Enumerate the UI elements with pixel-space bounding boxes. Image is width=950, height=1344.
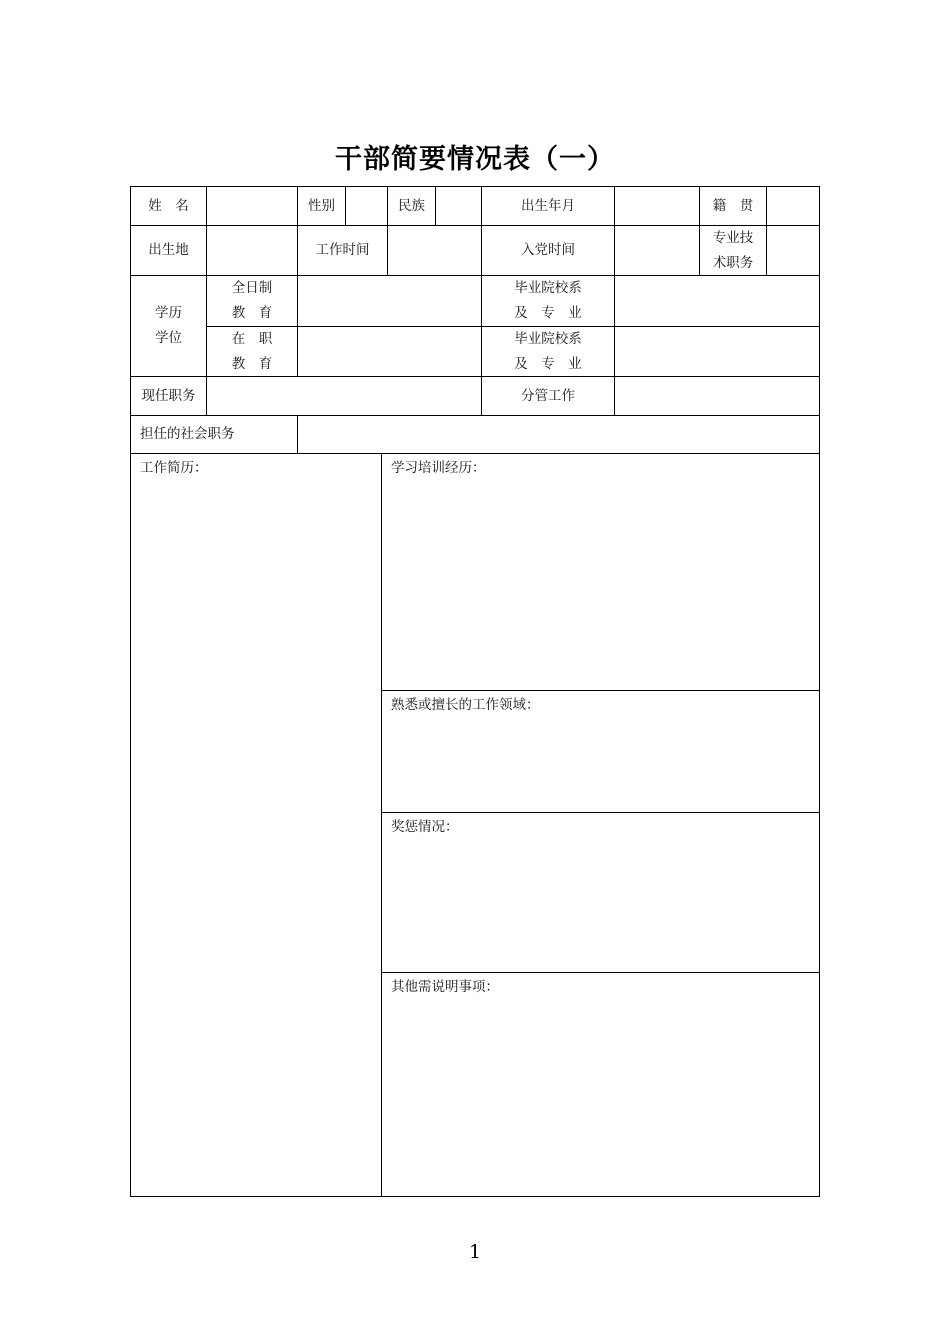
- rewards-section[interactable]: [381, 812, 820, 973]
- work-history-label: 工作简历：: [140, 460, 208, 476]
- work-start-field[interactable]: [387, 225, 482, 276]
- page-number: 1: [468, 1241, 482, 1263]
- cadre-info-form: [130, 186, 820, 1197]
- current-position-field[interactable]: [206, 376, 482, 416]
- other-notes-section[interactable]: [381, 972, 820, 1197]
- inservice-school-major-label: [481, 326, 615, 377]
- fulltime-education-label: [206, 275, 298, 327]
- inservice-school-major-field[interactable]: [614, 326, 820, 377]
- gender-field[interactable]: [345, 186, 388, 226]
- fulltime-school-major-line1: 毕业院校系: [514, 280, 582, 296]
- inservice-label-line2: 教 育: [231, 355, 273, 372]
- inservice-education-label: [206, 326, 298, 377]
- social-positions-field[interactable]: [297, 415, 820, 454]
- fulltime-education-field[interactable]: [297, 275, 482, 327]
- fulltime-label-line2: 教 育: [231, 305, 273, 321]
- native-place-field[interactable]: [766, 186, 820, 226]
- education-label-line2: 学位: [155, 330, 182, 346]
- education-label-line1: 学历: [155, 305, 182, 321]
- inservice-school-major-line1: 毕业院校系: [514, 330, 582, 347]
- professional-title-label-line1: 专业技: [712, 229, 754, 246]
- training-label: 学习培训经历：: [391, 460, 486, 476]
- birth-date-label: 出生年月: [481, 186, 615, 226]
- ethnicity-label: 民族: [387, 186, 436, 226]
- name-field[interactable]: [206, 186, 298, 226]
- inservice-label-line1: 在 职: [231, 330, 273, 347]
- professional-title-field[interactable]: [766, 225, 820, 276]
- native-place-label: 籍 贯: [699, 186, 767, 226]
- training-section[interactable]: [381, 453, 820, 691]
- birth-date-field[interactable]: [614, 186, 700, 226]
- education-degree-label: [130, 275, 207, 377]
- gender-label: 性别: [297, 186, 346, 226]
- birthplace-label: 出生地: [130, 225, 207, 276]
- in-charge-field[interactable]: [614, 376, 820, 416]
- work-start-label: 工作时间: [297, 225, 388, 276]
- in-charge-label: 分管工作: [481, 376, 615, 416]
- current-position-label: 现任职务: [130, 376, 207, 416]
- inservice-school-major-line2: 及 专 业: [514, 355, 582, 372]
- fulltime-school-major-label: [481, 275, 615, 327]
- fulltime-school-major-field[interactable]: [614, 275, 820, 327]
- inservice-education-field[interactable]: [297, 326, 482, 377]
- work-history-section[interactable]: [130, 453, 382, 1197]
- ethnicity-field[interactable]: [435, 186, 482, 226]
- party-join-field[interactable]: [614, 225, 700, 276]
- expertise-section[interactable]: [381, 690, 820, 813]
- expertise-label: 熟悉或擅长的工作领域：: [391, 697, 540, 713]
- social-positions-label: 担任的社会职务: [130, 415, 298, 454]
- fulltime-label-line1: 全日制: [231, 280, 273, 296]
- professional-title-label: [699, 225, 767, 276]
- professional-title-label-line2: 术职务: [712, 254, 754, 271]
- other-notes-label: 其他需说明事项：: [391, 979, 499, 995]
- rewards-label: 奖惩情况：: [391, 819, 459, 835]
- name-label: 姓 名: [130, 186, 207, 226]
- party-join-label: 入党时间: [481, 225, 615, 276]
- page-title: 干部简要情况表（一）: [335, 144, 615, 175]
- fulltime-school-major-line2: 及 专 业: [514, 305, 582, 321]
- birthplace-field[interactable]: [206, 225, 298, 276]
